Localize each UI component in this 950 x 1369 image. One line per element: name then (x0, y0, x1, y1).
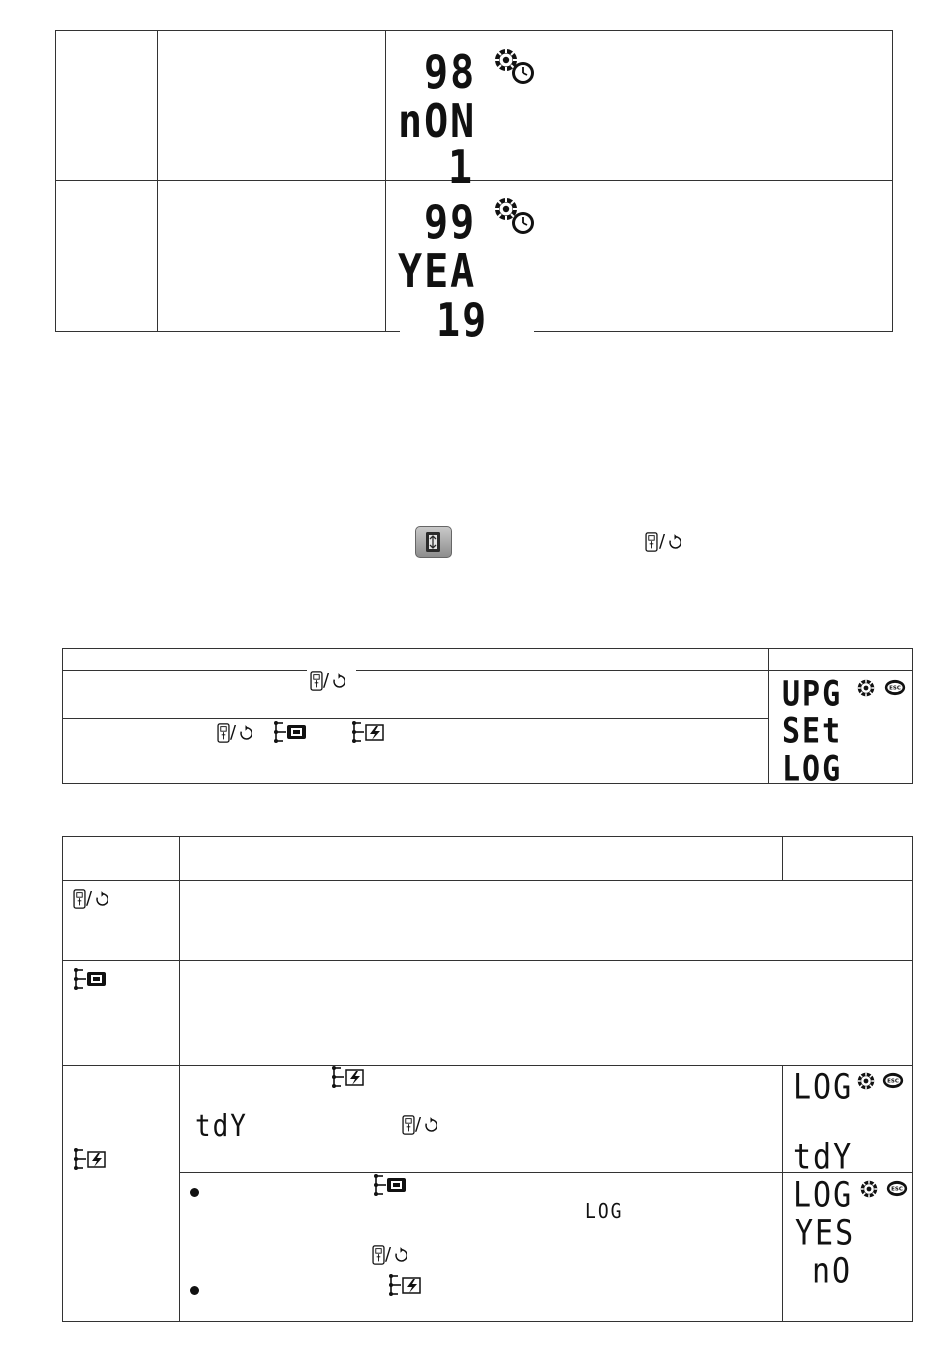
export-log-icon (387, 1274, 423, 1296)
bullet (190, 1286, 199, 1295)
gear-icon (860, 1180, 878, 1198)
export-settings-icon (372, 1174, 408, 1196)
lcd-line-upg: UPG (782, 674, 843, 715)
program-99-label: YEA (398, 245, 477, 299)
usb-separator: / (323, 670, 330, 691)
usb-key-button-icon[interactable] (415, 526, 452, 558)
export-settings-icon (272, 721, 308, 743)
usb-icon (402, 1115, 415, 1135)
program-99-code: 99 (424, 196, 477, 250)
esc-badge-icon (884, 679, 906, 696)
usb-icon (310, 671, 323, 691)
lcd-yes: YES (795, 1213, 856, 1254)
usb-separator: / (86, 888, 93, 909)
export-log-icon (350, 721, 386, 743)
inline-log-text: LOG (585, 1199, 624, 1224)
lcd-line-log: LOG (782, 749, 843, 790)
lcd-log-top: LOG (793, 1067, 854, 1108)
return-arrow-icon (332, 673, 345, 690)
usb-icon (372, 1245, 385, 1265)
export-settings-icon (72, 968, 108, 990)
gear-icon (857, 1072, 875, 1090)
usb-icon (645, 532, 658, 552)
lcd-log-bottom: LOG (793, 1175, 854, 1216)
usb-separator: / (385, 1244, 392, 1265)
tdy-text: tdY (195, 1109, 248, 1145)
return-arrow-icon (394, 1247, 407, 1264)
return-arrow-icon (668, 534, 681, 551)
lcd-no: nO (812, 1251, 853, 1292)
lcd-line-set: SEt (782, 711, 843, 752)
usb-icon (73, 889, 86, 909)
clock-icon (511, 211, 535, 235)
esc-badge-icon (886, 1180, 908, 1197)
return-arrow-icon (424, 1117, 437, 1134)
program-98-value: 1 (448, 141, 475, 195)
gear-icon (857, 679, 875, 697)
clock-icon (511, 61, 535, 85)
usb-icon (217, 723, 230, 743)
usb-separator: / (659, 531, 666, 552)
export-log-icon (72, 1148, 108, 1170)
lcd-tdy: tdY (793, 1137, 854, 1178)
program-99-value: 19 (436, 294, 489, 348)
usb-separator: / (415, 1114, 422, 1135)
bullet (190, 1188, 199, 1197)
export-log-icon (330, 1066, 366, 1088)
return-arrow-icon (239, 725, 252, 742)
program-98-code: 98 (424, 46, 477, 100)
program-98-label: nON (398, 95, 477, 149)
usb-separator: / (230, 722, 237, 743)
return-arrow-icon (95, 891, 108, 908)
esc-badge-icon (882, 1072, 904, 1089)
